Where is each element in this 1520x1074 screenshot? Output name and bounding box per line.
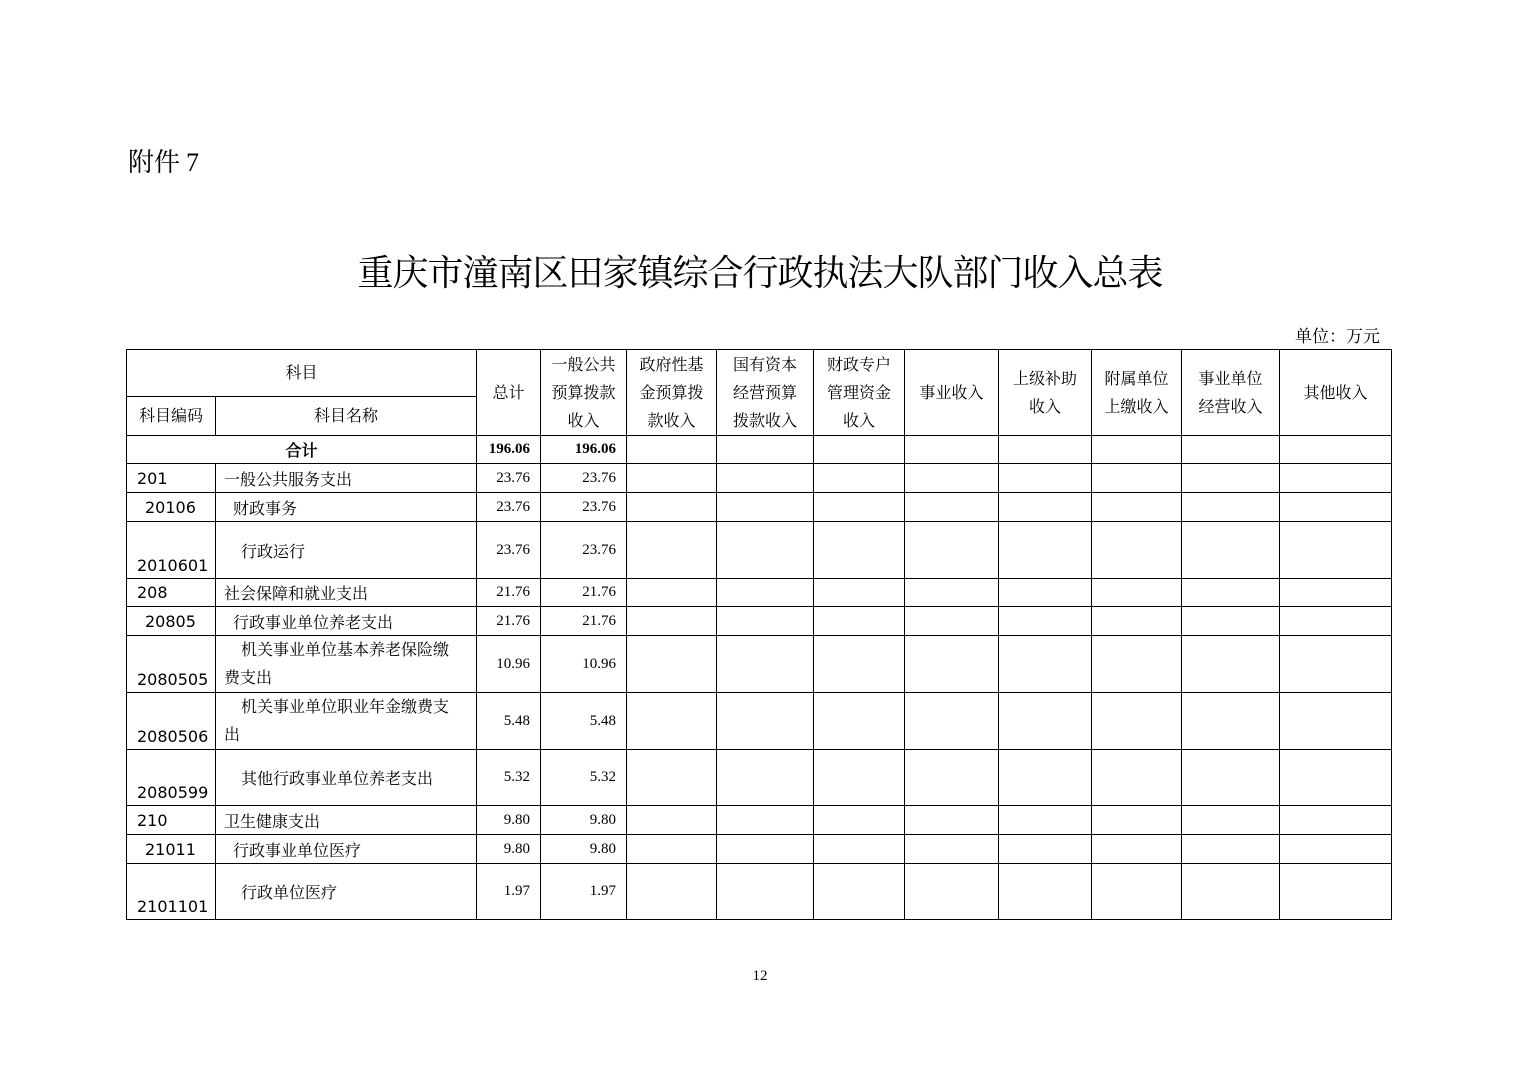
cell-general: 5.32: [541, 750, 627, 806]
cell-code: 20106: [127, 493, 216, 522]
header-business-income: 事业收入: [905, 350, 999, 436]
cell-code: 2080505: [127, 636, 216, 693]
cell-general: 21.76: [541, 607, 627, 636]
header-total: 总计: [477, 350, 541, 436]
cell-name: 卫生健康支出: [216, 806, 477, 835]
cell-general: 1.97: [541, 864, 627, 920]
cell-name: 机关事业单位基本养老保险缴 费支出: [216, 636, 477, 693]
cell-total: 196.06: [477, 436, 541, 464]
cell-code: 2010601: [127, 522, 216, 579]
table-row: [127, 636, 1392, 693]
header-subject-name: 科目名称: [216, 397, 477, 436]
table-row: [127, 835, 1392, 864]
table-row-total: [127, 436, 1392, 464]
cell-code: 2101101: [127, 864, 216, 920]
cell-general: 23.76: [541, 464, 627, 493]
cell-code: 20805: [127, 607, 216, 636]
table-row: [127, 806, 1392, 835]
cell-total: 23.76: [477, 464, 541, 493]
cell-total: 5.32: [477, 750, 541, 806]
cell-general: 10.96: [541, 636, 627, 693]
cell-total: 23.76: [477, 493, 541, 522]
header-fiscal-special: 财政专户 管理资金 收入: [814, 350, 905, 436]
unit-label: 单位：万元: [1295, 327, 1380, 347]
cell-name: 一般公共服务支出: [216, 464, 477, 493]
table-row: [127, 464, 1392, 493]
header-subject-code: 科目编码: [127, 397, 216, 436]
header-gov-fund: 政府性基 金预算拨 款收入: [627, 350, 717, 436]
cell-total: 5.48: [477, 693, 541, 750]
cell-total: 10.96: [477, 636, 541, 693]
cell-name: 机关事业单位职业年金缴费支 出: [216, 693, 477, 750]
table-row: [127, 750, 1392, 806]
header-state-capital: 国有资本 经营预算 拨款收入: [717, 350, 814, 436]
attachment-label: 附件 7: [128, 148, 200, 178]
table-row: [127, 522, 1392, 579]
table-row: [127, 579, 1392, 607]
cell-code: 208: [127, 579, 216, 607]
cell-general: 23.76: [541, 493, 627, 522]
header-other-income: 其他收入: [1280, 350, 1392, 436]
cell-general: 5.48: [541, 693, 627, 750]
cell-total: 1.97: [477, 864, 541, 920]
cell-general: 23.76: [541, 522, 627, 579]
header-business-unit: 事业单位 经营收入: [1182, 350, 1280, 436]
cell-general: 9.80: [541, 835, 627, 864]
table-row: [127, 607, 1392, 636]
cell-name: 行政事业单位养老支出: [216, 607, 477, 636]
header-affiliated: 附属单位 上缴收入: [1092, 350, 1182, 436]
cell-name: 行政事业单位医疗: [216, 835, 477, 864]
cell-general: 9.80: [541, 806, 627, 835]
cell-total: 9.80: [477, 806, 541, 835]
cell-total: 23.76: [477, 522, 541, 579]
cell-code: 21011: [127, 835, 216, 864]
cell-total: 21.76: [477, 579, 541, 607]
cell-total: 21.76: [477, 607, 541, 636]
cell-code: 2080599: [127, 750, 216, 806]
header-superior-subsidy: 上级补助 收入: [999, 350, 1092, 436]
cell-general: 196.06: [541, 436, 627, 464]
cell-name: 社会保障和就业支出: [216, 579, 477, 607]
table-row: [127, 864, 1392, 920]
income-summary-table: [126, 349, 1392, 920]
cell-code: 2080506: [127, 693, 216, 750]
cell-general: 21.76: [541, 579, 627, 607]
cell-name: 财政事务: [216, 493, 477, 522]
cell-total: 9.80: [477, 835, 541, 864]
document-title: 重庆市潼南区田家镇综合行政执法大队部门收入总表: [357, 253, 1163, 294]
cell-name: 其他行政事业单位养老支出: [216, 750, 477, 806]
header-subject: 科目: [127, 350, 477, 397]
cell-name: 行政单位医疗: [216, 864, 477, 920]
table-row: [127, 493, 1392, 522]
total-label: 合计: [127, 436, 477, 464]
cell-name: 行政运行: [216, 522, 477, 579]
header-general-budget: 一般公共 预算拨款 收入: [541, 350, 627, 436]
cell-code: 210: [127, 806, 216, 835]
table-row: [127, 693, 1392, 750]
cell-code: 201: [127, 464, 216, 493]
page-number: 12: [752, 968, 768, 984]
